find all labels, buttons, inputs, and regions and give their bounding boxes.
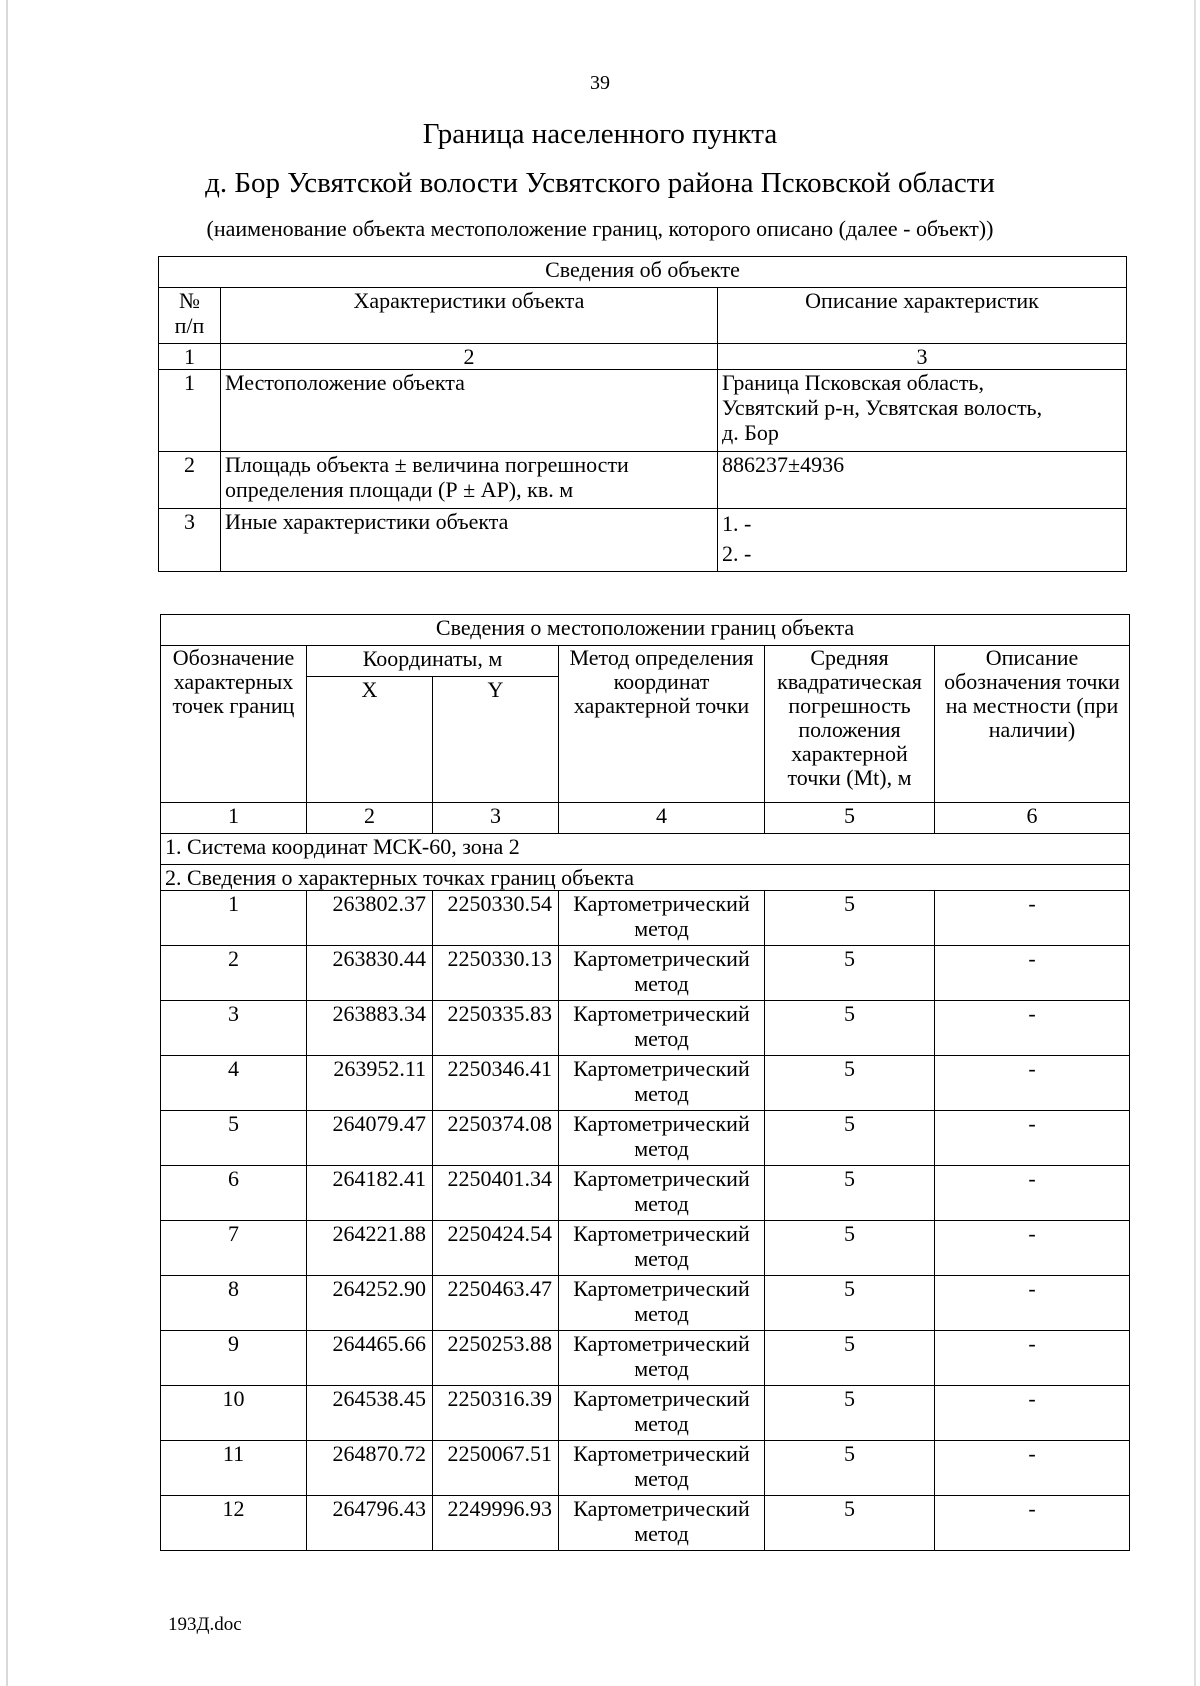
point-y: 2250330.54 xyxy=(433,891,559,946)
point-row xyxy=(161,1056,1130,1111)
point-description: - xyxy=(935,1166,1130,1221)
header-coordinates: Координаты, м xyxy=(307,646,559,677)
point-row xyxy=(161,1276,1130,1331)
point-number: 2 xyxy=(161,946,307,1001)
object-name: д. Бор Усвятской волости Усвятского района Псковской области xyxy=(205,167,995,199)
point-error: 5 xyxy=(765,946,935,1001)
point-error: 5 xyxy=(765,1496,935,1551)
point-error: 5 xyxy=(765,1001,935,1056)
col-number: 1 xyxy=(161,803,307,834)
point-error: 5 xyxy=(765,1221,935,1276)
point-method: Картометрический метод xyxy=(559,1056,765,1111)
point-description: - xyxy=(935,1111,1130,1166)
point-y: 2250424.54 xyxy=(433,1221,559,1276)
point-method: Картометрический метод xyxy=(559,1441,765,1496)
point-number: 4 xyxy=(161,1056,307,1111)
point-y: 2250253.88 xyxy=(433,1331,559,1386)
point-description: - xyxy=(935,1221,1130,1276)
point-number: 10 xyxy=(161,1386,307,1441)
point-x: 264079.47 xyxy=(307,1111,433,1166)
header-x: X xyxy=(307,677,433,803)
point-number: 1 xyxy=(161,891,307,946)
point-row xyxy=(161,1441,1130,1496)
section-points: 2. Сведения о характерных точках границ объекта xyxy=(161,865,1130,891)
point-error: 5 xyxy=(765,1441,935,1496)
point-number: 8 xyxy=(161,1276,307,1331)
point-method: Картометрический метод xyxy=(559,1386,765,1441)
row-number: 1 xyxy=(159,370,221,452)
object-subtitle: (наименование объекта местоположение границ, которого описано (далее - объект)) xyxy=(206,216,994,241)
row-name: Местоположение объекта xyxy=(221,370,718,452)
point-x: 264538.45 xyxy=(307,1386,433,1441)
scan-edge-right xyxy=(1194,0,1196,1686)
point-error: 5 xyxy=(765,891,935,946)
header-method: Метод определения координат характерной точки xyxy=(559,646,765,803)
point-y: 2250346.41 xyxy=(433,1056,559,1111)
point-method: Картометрический метод xyxy=(559,1331,765,1386)
point-description: - xyxy=(935,891,1130,946)
point-error: 5 xyxy=(765,1386,935,1441)
col-number: 5 xyxy=(765,803,935,834)
point-method: Картометрический метод xyxy=(559,1276,765,1331)
header-y: Y xyxy=(433,677,559,803)
point-number: 7 xyxy=(161,1221,307,1276)
point-y: 2250067.51 xyxy=(433,1441,559,1496)
header-point-description: Описание обозначения точки на местности (при наличии) xyxy=(935,646,1130,803)
point-method: Картометрический метод xyxy=(559,1166,765,1221)
point-description: - xyxy=(935,946,1130,1001)
point-y: 2249996.93 xyxy=(433,1496,559,1551)
col-number: 1 xyxy=(159,344,221,370)
point-method: Картометрический метод xyxy=(559,1496,765,1551)
points-table-caption: Сведения о местоположении границ объекта xyxy=(161,615,1130,646)
point-y: 2250335.83 xyxy=(433,1001,559,1056)
object-row xyxy=(159,509,1127,572)
point-number: 6 xyxy=(161,1166,307,1221)
point-error: 5 xyxy=(765,1111,935,1166)
point-method: Картометрический метод xyxy=(559,1111,765,1166)
point-x: 264465.66 xyxy=(307,1331,433,1386)
point-number: 9 xyxy=(161,1331,307,1386)
point-row xyxy=(161,1111,1130,1166)
point-y: 2250401.34 xyxy=(433,1166,559,1221)
point-x: 263830.44 xyxy=(307,946,433,1001)
boundary-points-table xyxy=(160,614,1130,1551)
row-description: 886237±4936 xyxy=(718,452,1127,509)
header-index: № п/п xyxy=(159,288,221,344)
point-y: 2250316.39 xyxy=(433,1386,559,1441)
object-info-table xyxy=(158,256,1127,572)
point-number: 12 xyxy=(161,1496,307,1551)
row-description: Граница Псковская область, Усвятский р-н, Усвятская волость, д. Бор xyxy=(718,370,1127,452)
point-x: 264870.72 xyxy=(307,1441,433,1496)
point-row xyxy=(161,946,1130,1001)
point-description: - xyxy=(935,1276,1130,1331)
point-number: 11 xyxy=(161,1441,307,1496)
point-row xyxy=(161,1496,1130,1551)
point-row xyxy=(161,1166,1130,1221)
document-title: Граница населенного пункта xyxy=(422,118,778,150)
point-error: 5 xyxy=(765,1331,935,1386)
row-number: 3 xyxy=(159,509,221,572)
col-number: 6 xyxy=(935,803,1130,834)
object-row xyxy=(159,370,1127,452)
point-error: 5 xyxy=(765,1276,935,1331)
point-number: 5 xyxy=(161,1111,307,1166)
col-number: 3 xyxy=(433,803,559,834)
points-body xyxy=(161,891,1130,1551)
row-name: Площадь объекта ± величина погрешности определения площади (Р ± АР), кв. м xyxy=(221,452,718,509)
point-number: 3 xyxy=(161,1001,307,1056)
point-y: 2250374.08 xyxy=(433,1111,559,1166)
point-x: 264796.43 xyxy=(307,1496,433,1551)
point-error: 5 xyxy=(765,1056,935,1111)
point-method: Картометрический метод xyxy=(559,891,765,946)
point-row xyxy=(161,1221,1130,1276)
header-designation: Обозначение характерных точек границ xyxy=(161,646,307,803)
point-method: Картометрический метод xyxy=(559,1001,765,1056)
row-name: Иные характеристики объекта xyxy=(221,509,718,572)
point-y: 2250463.47 xyxy=(433,1276,559,1331)
header-characteristics: Характеристики объекта xyxy=(221,288,718,344)
object-table-caption: Сведения об объекте xyxy=(159,257,1127,288)
point-x: 263802.37 xyxy=(307,891,433,946)
row-description: 1. - 2. - xyxy=(718,509,1127,572)
point-description: - xyxy=(935,1331,1130,1386)
col-number: 2 xyxy=(307,803,433,834)
scan-edge-left xyxy=(6,0,8,1686)
header-error: Средняя квадратическая погрешность положения характерной точки (Mt), м xyxy=(765,646,935,803)
point-method: Картометрический метод xyxy=(559,946,765,1001)
col-number: 2 xyxy=(221,344,718,370)
header-description: Описание характеристик xyxy=(718,288,1127,344)
object-row xyxy=(159,452,1127,509)
point-x: 263883.34 xyxy=(307,1001,433,1056)
point-description: - xyxy=(935,1496,1130,1551)
point-description: - xyxy=(935,1056,1130,1111)
point-x: 264221.88 xyxy=(307,1221,433,1276)
point-row xyxy=(161,1386,1130,1441)
col-number: 4 xyxy=(559,803,765,834)
point-description: - xyxy=(935,1386,1130,1441)
col-number: 3 xyxy=(718,344,1127,370)
page-number: 39 xyxy=(590,72,610,94)
footer-filename: 193Д.doc xyxy=(168,1614,242,1635)
point-error: 5 xyxy=(765,1166,935,1221)
point-description: - xyxy=(935,1441,1130,1496)
row-number: 2 xyxy=(159,452,221,509)
point-x: 264252.90 xyxy=(307,1276,433,1331)
point-row xyxy=(161,1331,1130,1386)
point-row xyxy=(161,891,1130,946)
point-description: - xyxy=(935,1001,1130,1056)
point-row xyxy=(161,1001,1130,1056)
point-x: 264182.41 xyxy=(307,1166,433,1221)
point-y: 2250330.13 xyxy=(433,946,559,1001)
section-coordinate-system: 1. Система координат МСК-60, зона 2 xyxy=(161,834,1130,865)
point-x: 263952.11 xyxy=(307,1056,433,1111)
point-method: Картометрический метод xyxy=(559,1221,765,1276)
